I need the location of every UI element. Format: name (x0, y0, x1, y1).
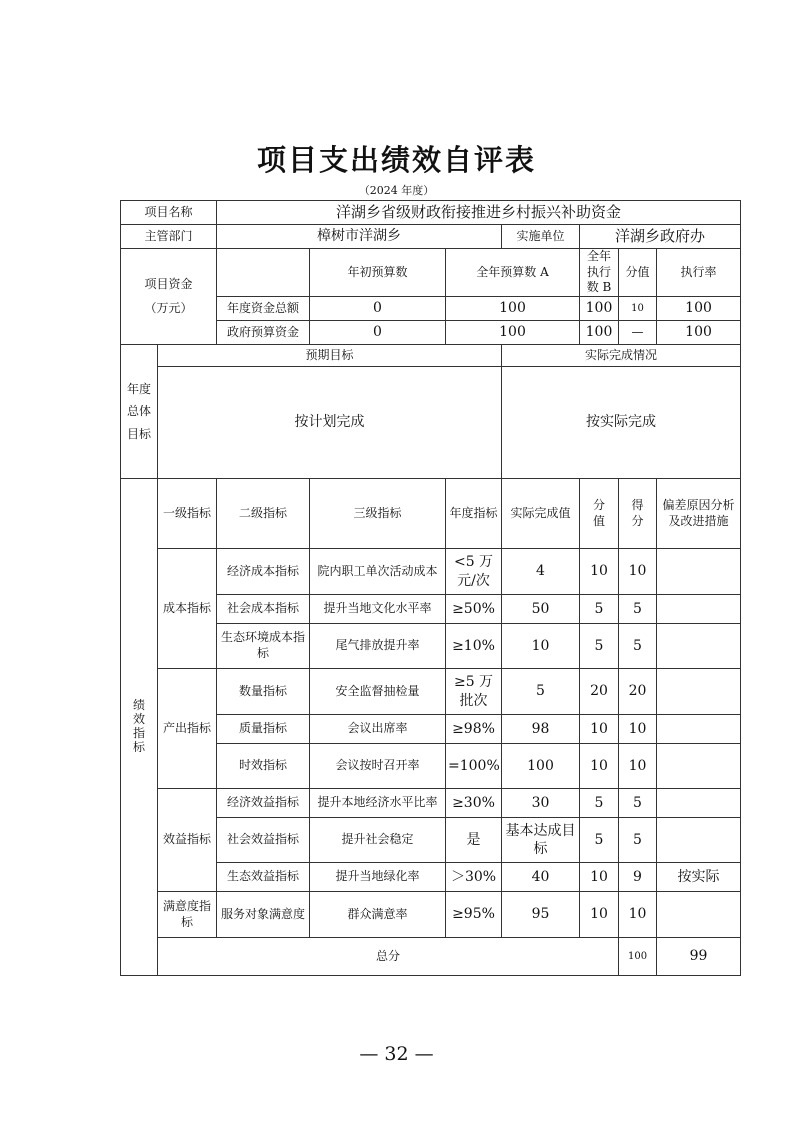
total-label: 总分 (158, 938, 619, 976)
level3-cell: 提升本地经济水平比率 (310, 789, 446, 818)
deviation-cell (657, 744, 741, 789)
annual-cell: ≥5 万批次 (446, 669, 502, 715)
actual-cell: 30 (502, 789, 580, 818)
points-cell: 5 (580, 595, 619, 624)
annual-cell: ≥10% (446, 624, 502, 669)
level3-cell: 院内职工单次活动成本 (310, 549, 446, 595)
funds-header-points: 分值 (619, 249, 657, 297)
score-cell: 20 (619, 669, 657, 715)
level3-cell: 尾气排放提升率 (310, 624, 446, 669)
annual-cell: 是 (446, 818, 502, 863)
funds-label-line2: （万元） (144, 300, 193, 315)
funds-row-label: 年度资金总额 (217, 297, 310, 321)
level2-cell: 经济成本指标 (217, 549, 310, 595)
funds-header-annual: 全年预算数 A (446, 249, 580, 297)
level3-cell: 安全监督抽检量 (310, 669, 446, 715)
header-deviation: 偏差原因分析及改进措施 (657, 479, 741, 549)
level3-cell: 会议出席率 (310, 715, 446, 744)
level2-cell: 经济效益指标 (217, 789, 310, 818)
funds-row-label: 政府预算资金 (217, 321, 310, 345)
funds-annual: 100 (446, 321, 580, 345)
points-cell: 5 (580, 789, 619, 818)
header-points: 分值 (580, 479, 619, 549)
points-cell: 5 (580, 624, 619, 669)
actual-cell: 98 (502, 715, 580, 744)
indicators-section-label: 绩效指标 (121, 479, 158, 976)
indicator-row (121, 669, 741, 715)
level2-cell: 社会效益指标 (217, 818, 310, 863)
funds-points: 10 (619, 297, 657, 321)
project-name-label: 项目名称 (121, 201, 217, 225)
deviation-cell (657, 595, 741, 624)
funds-header-rate: 执行率 (657, 249, 741, 297)
project-name-value: 洋湖乡省级财政衔接推进乡村振兴补助资金 (217, 201, 741, 225)
score-cell: 10 (619, 715, 657, 744)
deviation-cell (657, 549, 741, 595)
deviation-cell (657, 818, 741, 863)
annual-cell: <5 万元/次 (446, 549, 502, 595)
funds-label-line1: 项目资金 (144, 276, 193, 291)
actual-cell: 5 (502, 669, 580, 715)
department-label: 主管部门 (121, 225, 217, 249)
header-score: 得分 (619, 479, 657, 549)
implementer-value: 洋湖乡政府办 (580, 225, 741, 249)
points-cell: 10 (580, 744, 619, 789)
actual-cell: 基本达成目标 (502, 818, 580, 863)
deviation-cell (657, 789, 741, 818)
score-cell: 5 (619, 789, 657, 818)
level1-cell: 满意度指标 (158, 892, 217, 938)
actual-cell: 40 (502, 863, 580, 892)
goals-label: 年度总体目标 (121, 345, 158, 479)
goals-expected-text: 按计划完成 (158, 367, 502, 479)
document-title: 项目支出绩效自评表 (256, 143, 536, 177)
deviation-cell (657, 624, 741, 669)
header-annual: 年度指标 (446, 479, 502, 549)
deviation-cell (657, 892, 741, 938)
indicator-row (121, 892, 741, 938)
annual-cell: ≥50% (446, 595, 502, 624)
level2-cell: 服务对象满意度 (217, 892, 310, 938)
points-cell: 20 (580, 669, 619, 715)
actual-cell: 50 (502, 595, 580, 624)
funds-points: — (619, 321, 657, 345)
department-row (121, 225, 741, 249)
level1-cell: 效益指标 (158, 789, 217, 892)
funds-header-executed: 全年执行数 B (580, 249, 619, 297)
level3-cell: 会议按时召开率 (310, 744, 446, 789)
goals-actual-text: 按实际完成 (502, 367, 741, 479)
level1-cell: 产出指标 (158, 669, 217, 789)
funds-initial: 0 (310, 297, 446, 321)
score-cell: 5 (619, 624, 657, 669)
actual-cell: 100 (502, 744, 580, 789)
header-level1: 一级指标 (158, 479, 217, 549)
deviation-cell (657, 669, 741, 715)
annual-cell: ≥98% (446, 715, 502, 744)
points-cell: 10 (580, 549, 619, 595)
annual-cell: =100% (446, 744, 502, 789)
level3-cell: 群众满意率 (310, 892, 446, 938)
actual-cell: 10 (502, 624, 580, 669)
level1-cell: 成本指标 (158, 549, 217, 669)
points-cell: 10 (580, 863, 619, 892)
goals-content-row (121, 367, 741, 479)
level2-cell: 数量指标 (217, 669, 310, 715)
level2-cell: 生态效益指标 (217, 863, 310, 892)
score-cell: 10 (619, 892, 657, 938)
funds-label (121, 249, 217, 345)
level2-cell: 质量指标 (217, 715, 310, 744)
funds-annual: 100 (446, 297, 580, 321)
level2-cell: 时效指标 (217, 744, 310, 789)
goals-header-row (121, 345, 741, 367)
funds-header-row (121, 249, 741, 297)
total-score: 99 (657, 938, 741, 976)
deviation-cell: 按实际 (657, 863, 741, 892)
indicator-row (121, 549, 741, 595)
level3-cell: 提升当地文化水平率 (310, 595, 446, 624)
level3-cell: 提升社会稳定 (310, 818, 446, 863)
annual-cell: ＞30% (446, 863, 502, 892)
funds-initial: 0 (310, 321, 446, 345)
points-cell: 10 (580, 715, 619, 744)
funds-executed: 100 (580, 321, 619, 345)
project-name-row (121, 201, 741, 225)
actual-cell: 4 (502, 549, 580, 595)
annual-cell: ≥95% (446, 892, 502, 938)
funds-rate: 100 (657, 321, 741, 345)
implementer-label: 实施单位 (502, 225, 580, 249)
indicator-header-row (121, 479, 741, 549)
annual-cell: ≥30% (446, 789, 502, 818)
funds-rate: 100 (657, 297, 741, 321)
score-cell: 5 (619, 818, 657, 863)
points-cell: 10 (580, 892, 619, 938)
header-level2: 二级指标 (217, 479, 310, 549)
score-cell: 10 (619, 549, 657, 595)
points-cell: 5 (580, 818, 619, 863)
funds-header-initial: 年初预算数 (310, 249, 446, 297)
score-cell: 5 (619, 595, 657, 624)
total-row (121, 938, 741, 976)
self-evaluation-table (120, 200, 741, 976)
level3-cell: 提升当地绿化率 (310, 863, 446, 892)
funds-executed: 100 (580, 297, 619, 321)
total-points: 100 (619, 938, 657, 976)
deviation-cell (657, 715, 741, 744)
year-label: （2024 年度） (358, 184, 435, 197)
level2-cell: 生态环境成本指标 (217, 624, 310, 669)
actual-cell: 95 (502, 892, 580, 938)
department-value: 樟树市洋湖乡 (217, 225, 502, 249)
goals-expected-header: 预期目标 (158, 345, 502, 367)
funds-empty-header (217, 249, 310, 297)
goals-actual-header: 实际完成情况 (502, 345, 741, 367)
score-cell: 9 (619, 863, 657, 892)
score-cell: 10 (619, 744, 657, 789)
indicator-row (121, 789, 741, 818)
header-actual: 实际完成值 (502, 479, 580, 549)
page-number: — 32 — (359, 1043, 434, 1065)
header-level3: 三级指标 (310, 479, 446, 549)
level2-cell: 社会成本指标 (217, 595, 310, 624)
